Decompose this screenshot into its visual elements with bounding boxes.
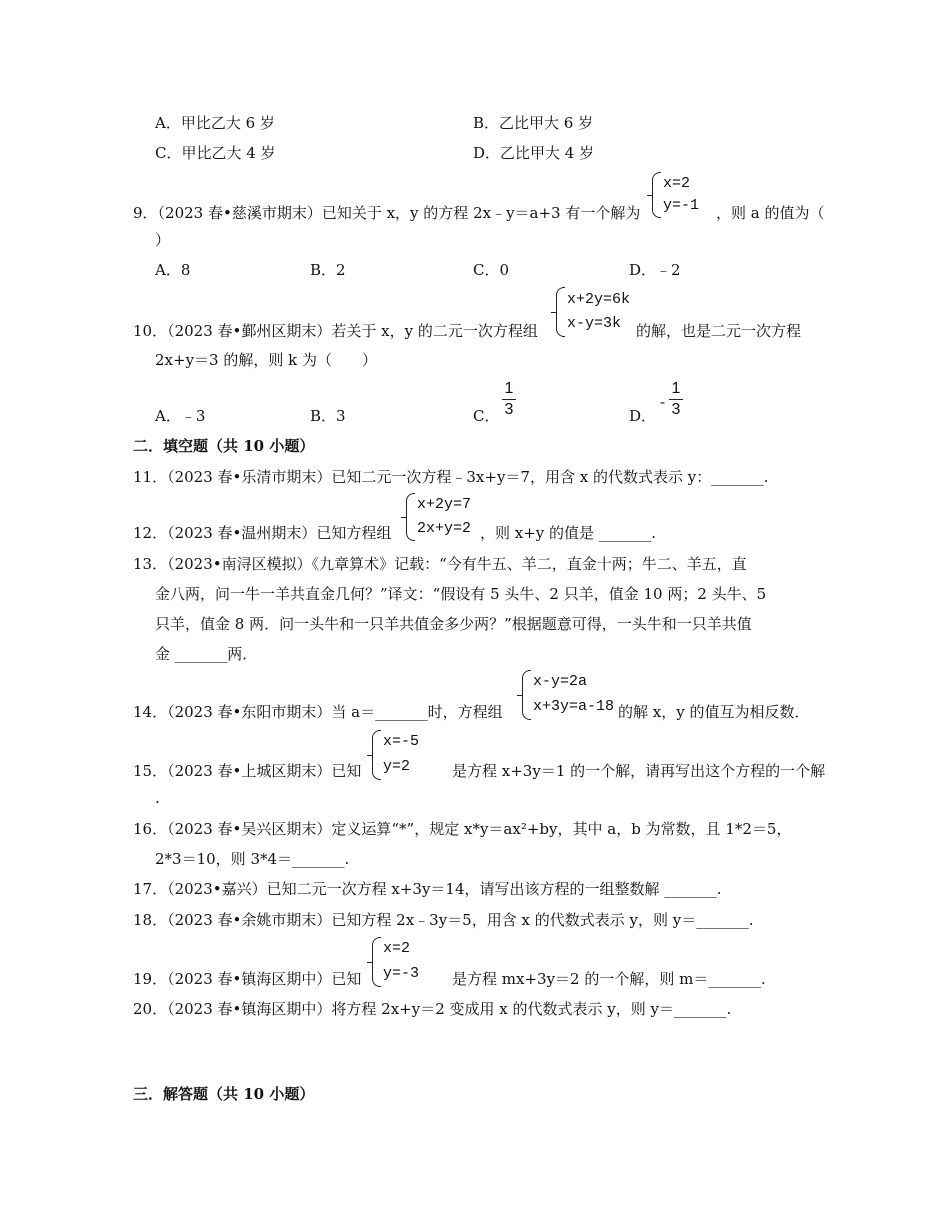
q14-stem: 14．（2023 春•东阳市期末）当 a＝_______时，方程组 [133,703,503,721]
q11: 11．（2023 春•乐清市期末）已知二元一次方程﹣3x+y＝7，用含 x 的代数式表示 y：_______. [133,468,769,486]
q15-stem: 15．（2023 春•上城区期末）已知 [133,762,362,780]
q12-stem: 12．（2023 春•温州期末）已知方程组 [133,524,392,542]
q8-option-b: B．乙比甲大 6 岁 [473,114,594,132]
q14-eq-2: x+3y=a-18 [533,698,615,715]
q10-stem: 10．（2023 春•鄞州区期末）若关于 x，y 的二元一次方程组 [133,322,538,340]
q19-stem-after: 是方程 mx+3y＝2 的一个解，则 m＝_______. [452,970,766,988]
q13-line-2: 金八两，问一牛一羊共直金几何？”译文：“假设有 5 头牛、2 只羊，值金 10 两；2 头牛、5 [155,585,767,603]
q10-eq-1: x+2y=6k [567,291,631,308]
section-heading-answer: 三．解答题（共 10 小题） [133,1085,315,1103]
q14-stem-after: 的解 x，y 的值互为相反数． [618,703,810,721]
q10-option-a: A．﹣3 [155,407,206,425]
q9-eq-1: x=2 [663,175,691,192]
q9-option-c: C．0 [473,261,510,279]
q13-line-1: 13．（2023•南浔区模拟）《九章算术》记载：“今有牛五、羊二，直金十两；牛二、羊五，直 [133,555,747,573]
q10-option-c-numerator: 1 [504,380,514,397]
q12-stem-after: ，则 x+y 的值是 _______. [480,524,657,542]
q9-stem-after: ，则 a 的值为（ [716,204,825,222]
q13-line-3: 只羊，值金 8 两．问一头牛和一只羊共值金多少两？”根据题意可得，一头牛和一只羊共值 [155,615,752,633]
q15-stem-after: 是方程 x+3y＝1 的一个解，请再写出这个方程的一个解 [452,762,826,780]
q9-stem-line2: ） [155,231,171,249]
q10-option-d-numerator: 1 [671,380,681,397]
q18: 18．（2023 春•余姚市期末）已知方程 2x﹣3y＝5，用含 x 的代数式表示 y，则 y＝_______. [133,911,754,929]
q12-eq-2: 2x+y=2 [417,520,472,537]
q10-option-c-label: C． [473,407,500,425]
q17: 17．（2023•嘉兴）已知二元一次方程 x+3y＝14，请写出该方程的一组整数解 _______. [133,880,722,898]
q9-option-d: D．﹣2 [629,261,681,279]
q19-eq-1: x=2 [383,940,411,957]
q15-eq-1: x=-5 [383,733,420,750]
q8-option-a: A．甲比乙大 6 岁 [155,114,275,132]
q16-line-1: 16．（2023 春•吴兴区期末）定义运算“*”，规定 x*y＝ax²+by，其中 a，b 为常数，且 1*2＝5， [133,820,792,838]
q8-option-d: D．乙比甲大 4 岁 [473,144,595,162]
section-heading-fill-in: 二．填空题（共 10 小题） [133,437,315,455]
q10-option-c-denominator: 3 [504,401,514,419]
q10-eq-2: x-y=3k [567,315,622,332]
q14-eq-1: x-y=2a [533,673,588,690]
q10-stem-line2: 2x+y＝3 的解，则 k 为（ ） [155,351,377,369]
q9-option-a: A．8 [155,261,191,279]
q9-option-b: B．2 [310,261,346,279]
q19-eq-2: y=-3 [383,965,420,982]
q12-eq-1: x+2y=7 [417,496,472,513]
q10-option-d-fraction [669,380,683,419]
q19-stem: 19．（2023 春•镇海区期中）已知 [133,970,362,988]
q10-option-d-sign: - [660,393,666,411]
q10-option-b: B．3 [310,407,346,425]
q15-stem-line2: . [155,789,160,807]
q13-line-4: 金 _______两． [155,645,258,663]
q20: 20．（2023 春•镇海区期中）将方程 2x+y＝2 变成用 x 的代数式表示 y，则 y＝_______. [133,1000,732,1018]
q9-stem: 9．（2023 春•慈溪市期末）已知关于 x，y 的方程 2x﹣y＝a+3 有一个解为 [133,204,641,222]
q10-option-d-label: D． [629,407,657,425]
q15-eq-2: y=2 [383,758,411,775]
q16-line-2: 2*3＝10，则 3*4＝_______. [155,850,350,868]
q10-option-c-fraction [502,380,516,419]
q8-option-c: C．甲比乙大 4 岁 [155,144,276,162]
q9-eq-2: y=-1 [663,197,700,214]
q10-option-d-denominator: 3 [671,401,681,419]
q10-stem-after: 的解，也是二元一次方程 [636,322,802,340]
